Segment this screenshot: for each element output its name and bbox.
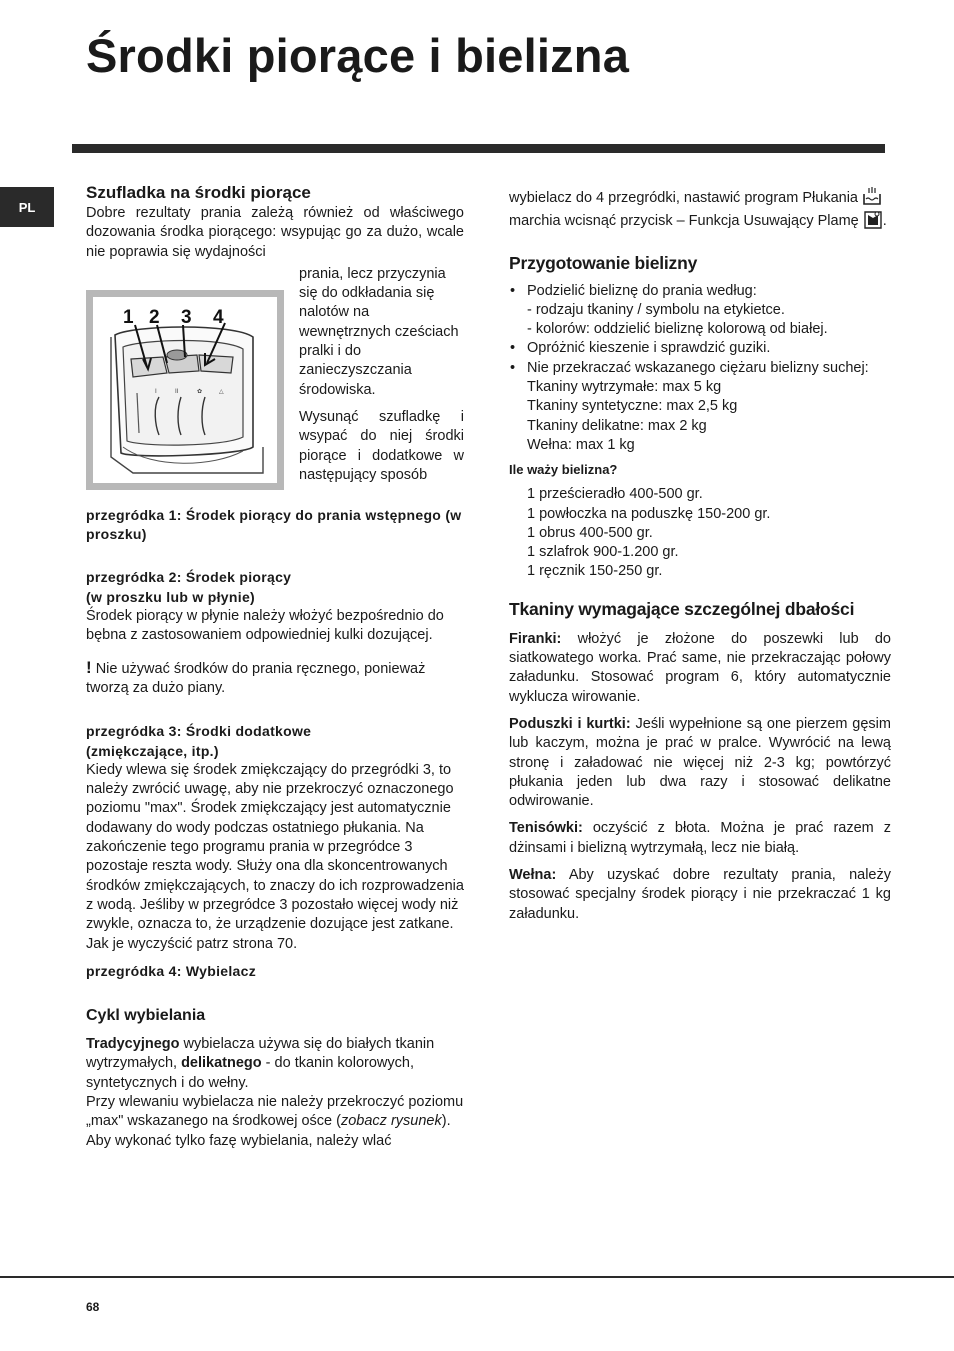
bullet-1-sub-2: - kolorów: oddzielić bieliznę kolorową od białej. <box>527 321 828 338</box>
bleach-text-3: Aby wykonać tylko fazę wybielania, należy wlać <box>86 1132 392 1149</box>
left-column <box>86 182 464 1151</box>
drawer-side-text <box>299 265 464 490</box>
list-item <box>509 359 891 455</box>
care-wool-text: Aby uzyskać dobre rezultaty prania, należy stosować specjalny środek piorący i nie przekraczać 1 kg załadunku. <box>509 867 891 922</box>
comp3-heading-a: przegródka 3: Środki dodatkowe <box>86 723 312 740</box>
list-item: 1 powłoczka na poduszkę 150-200 gr. <box>527 505 771 522</box>
footer-rule <box>0 1276 954 1278</box>
comp4-heading: przegródka 4: Wybielacz <box>86 962 257 979</box>
drawer-heading: Szufladka na środki piorące <box>86 183 311 202</box>
list-item: • Opróżnić kieszenie i sprawdzić guziki. <box>509 339 891 358</box>
drawer-drawing <box>93 297 277 483</box>
care-wool-label: Wełna: <box>509 867 557 884</box>
svg-text:✿: ✿ <box>197 387 203 395</box>
prep-list <box>509 282 891 456</box>
comp2-heading-b: (w proszku lub w płynie) <box>86 588 255 605</box>
care-sneakers <box>509 819 891 858</box>
bleach-heading: Cykl wybielania <box>86 1007 206 1025</box>
warning-icon: ! <box>86 657 92 677</box>
bullet-3-text: Nie przekraczać wskazanego ciężaru bielizny suchej: <box>527 359 869 376</box>
bleach-span-2: - do tkanin kolorowych, syntetycznych i do wełny. <box>86 1055 414 1091</box>
figure-label-2: 2 <box>149 306 160 328</box>
right-column <box>509 185 891 924</box>
weigh-heading: Ile waży bielizna? <box>509 462 618 478</box>
comp2-heading-a: przegródka 2: Środek piorący <box>86 569 292 586</box>
stain-removal-icon <box>863 208 883 230</box>
rinse-basin-icon <box>862 185 882 207</box>
care-heading: Tkaniny wymagające szczególnej dbałości <box>509 598 855 619</box>
bullet-1-text: Podzielić bieliznę do prania według: <box>527 282 757 299</box>
figure-label-4: 4 <box>213 306 224 328</box>
bullet-1-sub-1: - rodzaju tkaniny / symbolu na etykietce. <box>527 301 785 318</box>
care-wool <box>509 866 891 924</box>
language-tab: PL <box>0 187 54 227</box>
drawer-intro: Dobre rezultaty prania zależą również od właściwego dozowania środka piorącego: wsypując go za dużo, wcale nie poprawia się wydajności <box>86 205 464 260</box>
weight-line: Tkaniny wytrzymałe: max 5 kg <box>527 379 722 396</box>
page-number: 68 <box>86 1300 100 1314</box>
weigh-list <box>509 485 891 581</box>
care-curtains-label: Firanki: <box>509 630 562 647</box>
weight-line: Tkaniny delikatne: max 2 kg <box>527 417 707 434</box>
warning-note <box>86 658 464 699</box>
list-item <box>509 282 891 340</box>
care-curtains-text: włożyć je złożone do poszewki lub do siatkowatego worka. Prać same, nie przekraczając połowy załadunku. Stosować program 6, który automatycznie wyklucza wirowanie. <box>509 630 891 705</box>
continued-text-c: . <box>882 213 887 230</box>
comp3-text: Kiedy wlewa się środek zmiękczający do przegródki 3, to należy zwrócić uwagę, aby nie przekroczyć oznaczonego poziomu "max". Środek zmiękczający jest automatycznie dodawany do wody podczas ostatniego płukania. Na zakończenie tego programu prania w przegródce 3 pozostaje reszta wody. Służy ona dla skoncentrowanych środków zmiękczających, to znaczy do ich rozprowadzenia z wodą. Jeśliby w przegródce 3 pozostało więcej wody niż zwykle, oznacza to, że urządzenie dozujące jest zatkane. Jak je wyczyścić patrz strona 70. <box>86 761 464 952</box>
drawer-side-2: Wysunąć szufladkę i wsypać do niej środki piorące i dodatkowe w następujący sposób <box>299 408 464 483</box>
bleach-bold-1: Tradycyjnego <box>86 1036 180 1053</box>
bleach-text-2 <box>86 1093 464 1132</box>
bleach-text-1 <box>86 1035 464 1093</box>
bleach-bold-2: delikatnego <box>181 1055 262 1072</box>
figure-label-3: 3 <box>181 306 192 328</box>
figure-label-1: 1 <box>123 306 134 328</box>
list-item: 1 ręcznik 150-250 gr. <box>527 563 663 580</box>
care-pillows <box>509 715 891 811</box>
care-pillows-text: Jeśli wypełnione są one pierzem gęsim lub kaczym, można je prać w pralce. Wywrócić na lewą stronę i załadować nie więcej niż 2-3 kg; powtórzyć płukania jeden lub dwa razy i stosować delikatne odwirowanie. <box>509 715 891 810</box>
care-sneakers-text: oczyścić z błota. Można je prać razem z dżinsami i bielizną wytrzymałą, lecz nie białą. <box>509 820 891 856</box>
list-item: 1 szlafrok 900-1.200 gr. <box>527 544 679 561</box>
page-title: Środki piorące i bielizna <box>86 29 630 82</box>
header-rule <box>72 144 885 153</box>
svg-text:I: I <box>155 387 157 395</box>
drawer-side-1: prania, lecz przyczynia się do odkładania się nalotów na wewnętrznych cześciach pralki i do zanieczyszczania środowiska. <box>299 265 459 398</box>
bleach-span-1: wybielacza używa się do białych tkanin wytrzymałych, <box>86 1036 435 1072</box>
detergent-drawer-illustration <box>93 297 277 483</box>
weight-line: Wełna: max 1 kg <box>527 436 635 453</box>
drawer-figure-row <box>86 265 464 490</box>
care-pillows-label: Poduszki i kurtki: <box>509 715 631 732</box>
continued-text-b: marchia wcisnąć przycisk – Funkcja Usuwający Plamę <box>509 213 859 230</box>
drawer-figure <box>86 290 284 490</box>
comp3-heading-b: (zmiękczające, itp.) <box>86 742 219 759</box>
warning-text: Nie używać środków do prania ręcznego, ponieważ tworzą za dużo piany. <box>86 660 426 696</box>
bleach-span-4: ). <box>441 1113 451 1130</box>
list-item: 1 obrus 400-500 gr. <box>527 524 653 541</box>
weight-line: Tkaniny syntetyczne: max 2,5 kg <box>527 398 738 415</box>
bleach-italic: zobacz rysunek <box>340 1113 442 1130</box>
bleach-continued <box>509 185 891 232</box>
care-sneakers-label: Tenisówki: <box>509 820 583 837</box>
list-item: 1 prześcieradło 400-500 gr. <box>527 486 703 503</box>
comp2-text: Środek piorący w płynie należy włożyć bezpośrednio do bębna z zastosowaniem odpowiedniej kulki dozującej. <box>86 608 444 644</box>
care-curtains <box>509 630 891 707</box>
svg-text:II: II <box>175 387 179 395</box>
prep-heading: Przygotowanie bielizny <box>509 252 698 273</box>
bleach-span-3: Przy wlewaniu wybielacza nie należy przekroczyć poziomu „max" wskazanego na środkowej ośce ( <box>86 1094 464 1130</box>
svg-text:△: △ <box>219 387 224 395</box>
comp1-heading: przegródka 1: Środek piorący do prania wstępnego (w proszku) <box>86 506 462 543</box>
continued-text-a: wybielacz do 4 przegródki, nastawić program Płukania <box>509 190 858 206</box>
